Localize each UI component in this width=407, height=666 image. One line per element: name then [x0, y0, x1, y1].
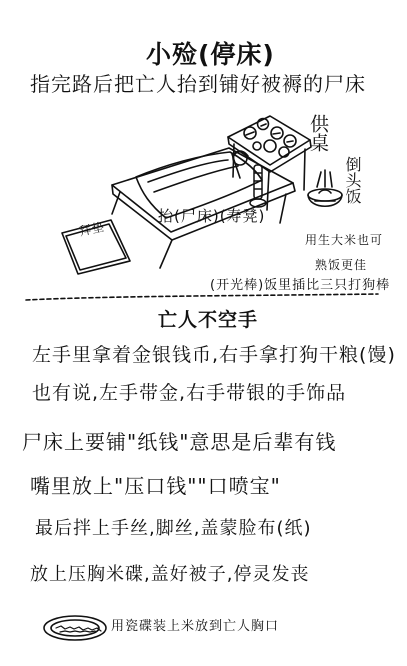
- text-line-1: 左手里拿着金银钱币,右手拿打狗干粮(馒): [32, 344, 396, 366]
- kneel-label: 拜垫: [77, 219, 107, 239]
- text-line-2: 也有说,左手带金,右手带银的手饰品: [32, 382, 347, 404]
- subtitle: 指完路后把亡人抬到铺好被褥的尸床: [30, 72, 366, 96]
- text-line-6: 放上压胸米碟,盖好被子,停灵发丧: [30, 564, 310, 585]
- rice-note-1: 用生大米也可: [305, 233, 384, 247]
- bed-label: 抬(尸床)(寿凳): [158, 207, 266, 225]
- section-divider: [26, 294, 378, 300]
- dtf-bowl-drawing: [308, 170, 342, 206]
- text-line-3: 尸床上要铺"纸钱"意思是后辈有钱: [22, 430, 337, 454]
- altar-label: 供桌: [307, 114, 329, 152]
- page-title: 小殓(停床): [146, 40, 275, 69]
- section-title: 亡人不空手: [158, 309, 259, 331]
- text-line-7: 用瓷碟装上米放到亡人胸口: [111, 619, 280, 634]
- text-line-4: 嘴里放上"压口钱""口喷宝": [30, 474, 281, 498]
- dtf-label: 倒头饭: [343, 156, 362, 204]
- rice-dish-drawing: [44, 616, 106, 640]
- rice-note-2: 熟饭更佳: [315, 258, 368, 272]
- ladle-drawing: [248, 163, 272, 209]
- text-line-5: 最后拌上手丝,脚丝,盖蒙脸布(纸): [35, 518, 312, 539]
- open-stick-note: (开光棒)饭里插比三只打狗棒: [210, 278, 391, 293]
